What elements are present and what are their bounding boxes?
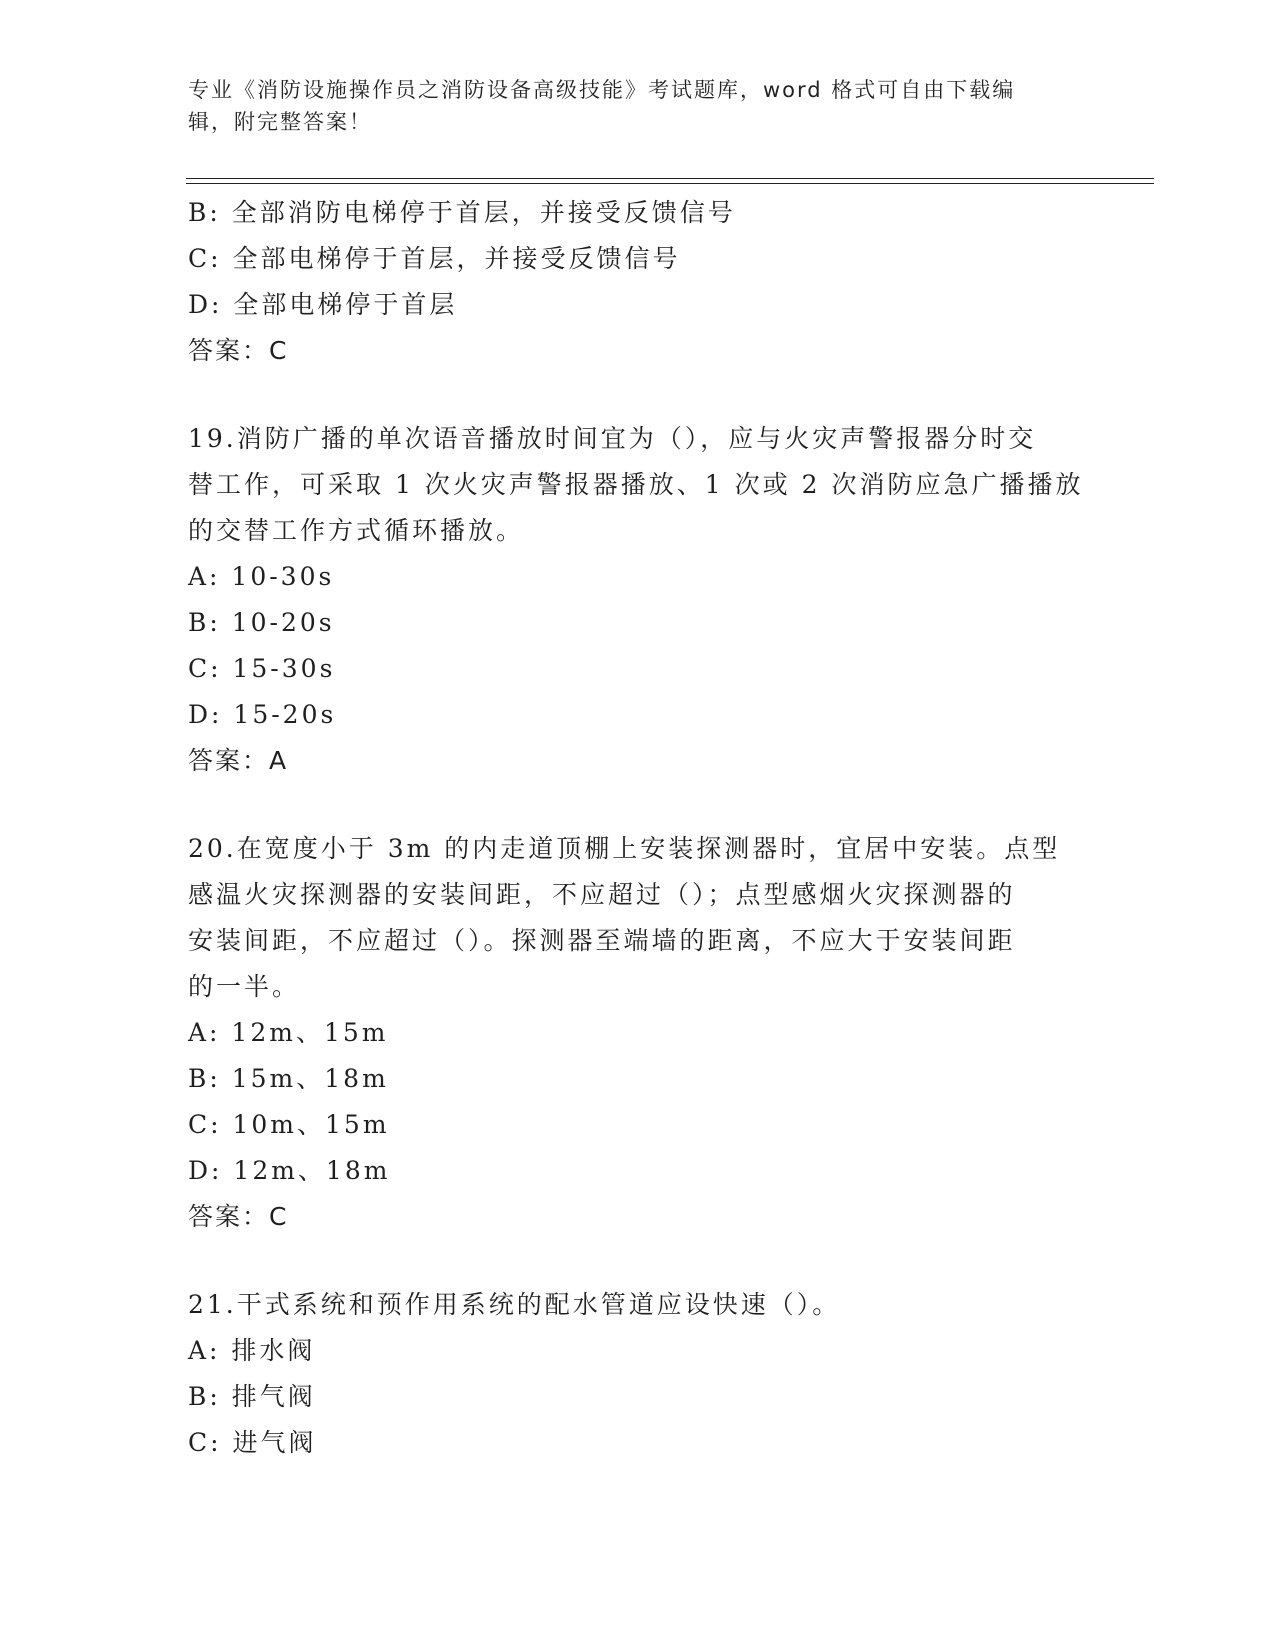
answer-line: 答案：A: [188, 746, 289, 775]
question-text: [188, 416, 1088, 554]
question-list: [188, 190, 1088, 1466]
question-text-line: 21.干式系统和预作用系统的配水管道应设快速（）。: [188, 1290, 841, 1319]
option-d: D: 15-20s: [188, 700, 337, 729]
option-b: B: 排气阀: [188, 1382, 316, 1411]
question-text-line: 的一半。: [188, 972, 301, 1001]
option-b: B: 15m、18m: [188, 1064, 389, 1093]
option-b: B: 全部消防电梯停于首层，并接受反馈信号: [188, 198, 736, 227]
question-21: [188, 1282, 1088, 1466]
option-b: B: 10-20s: [188, 608, 335, 637]
option-a: A: 10-30s: [188, 562, 335, 591]
question-text-line: 19.消防广播的单次语音播放时间宜为（），应与火灾声警报器分时交: [188, 424, 1037, 453]
answer-line: 答案：C: [188, 1202, 289, 1231]
question-19: [188, 416, 1088, 784]
header-line-2: 辑，附完整答案！: [188, 110, 372, 134]
option-a: A: 排水阀: [188, 1336, 316, 1365]
option-a: A: 12m、15m: [188, 1018, 389, 1047]
question-18-continued: [188, 190, 1088, 374]
question-text-line: 替工作，可采取 1 次火灾声警报器播放、1 次或 2 次消防应急广播播放: [188, 470, 1084, 499]
option-c: C: 15-30s: [188, 654, 336, 683]
option-c: C: 全部电梯停于首层，并接受反馈信号: [188, 244, 681, 273]
option-c: C: 10m、15m: [188, 1110, 390, 1139]
page-header: [188, 74, 1088, 138]
header-divider-bottom: [186, 183, 1154, 184]
question-text-line: 感温火灾探测器的安装间距，不应超过（）；点型感烟火灾探测器的: [188, 880, 1016, 909]
question-text-line: 安装间距，不应超过（）。探测器至端墙的距离，不应大于安装间距: [188, 926, 1016, 955]
question-text: [188, 1282, 1088, 1328]
answer-line: 答案：C: [188, 336, 289, 365]
question-text-line: 的交替工作方式循环播放。: [188, 516, 525, 545]
option-c: C: 进气阀: [188, 1428, 317, 1457]
header-divider-top: [186, 178, 1154, 179]
option-d: D: 全部电梯停于首层: [188, 290, 458, 319]
question-text: [188, 826, 1088, 1010]
question-text-line: 20.在宽度小于 3m 的内走道顶棚上安装探测器时，宜居中安装。点型: [188, 834, 1061, 863]
header-line-1: 专业《消防设施操作员之消防设备高级技能》考试题库，word 格式可自由下载编: [188, 78, 1016, 102]
option-d: D: 12m、18m: [188, 1156, 391, 1185]
question-20: [188, 826, 1088, 1240]
